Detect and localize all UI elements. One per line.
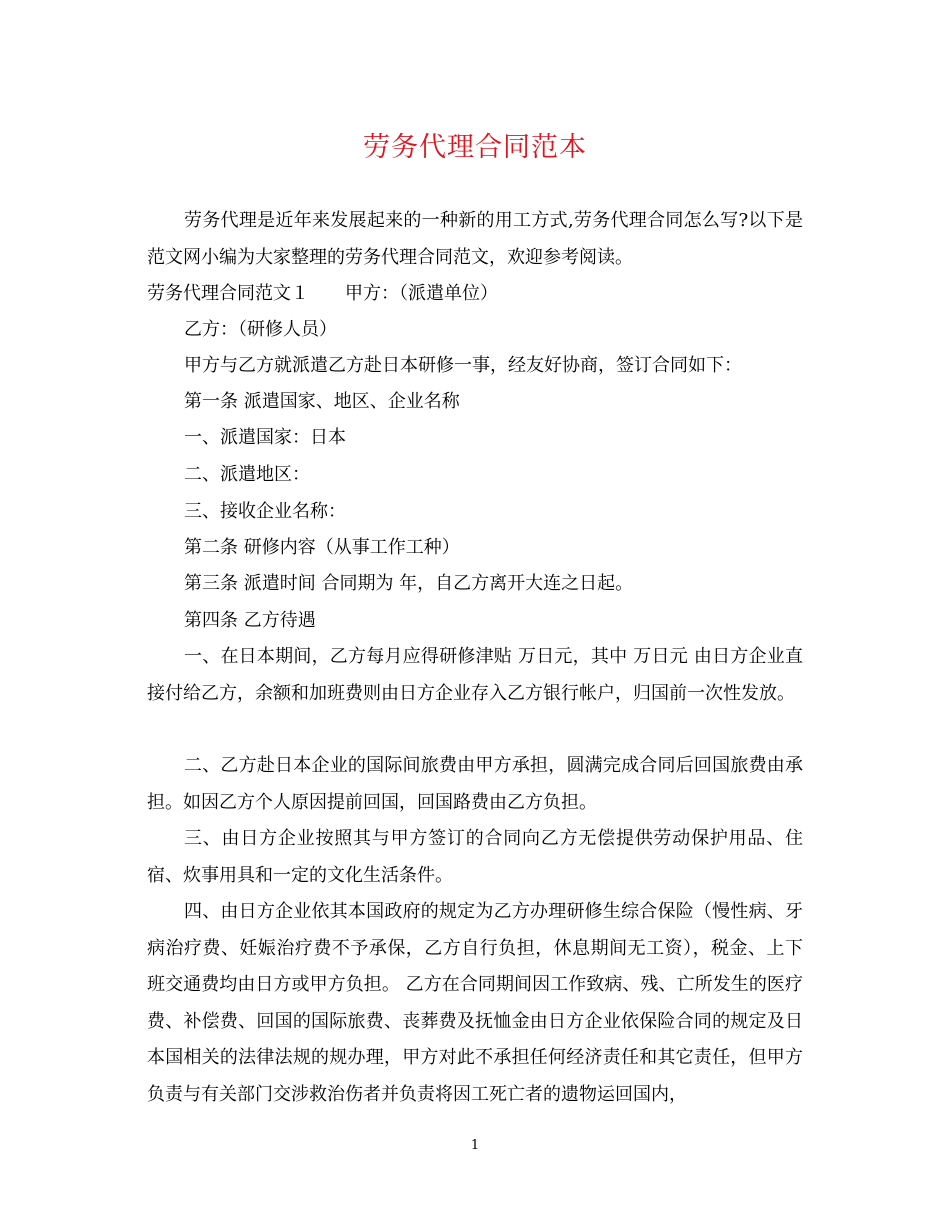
preamble-line: 甲方与乙方就派遣乙方赴日本研修一事，经友好协商，签订合同如下： xyxy=(184,355,742,376)
party-b-line: 乙方：（研修人员） xyxy=(184,319,337,340)
article-1-heading: 第一条 派遣国家、地区、企业名称 xyxy=(184,391,460,412)
article-4-paragraph: 二、乙方赴日本企业的国际间旅费由甲方承担，圆满完成合同后回国旅费由承担。如因乙方个人原因提前回国，回国路费由乙方负担。 xyxy=(147,755,803,813)
sample-label: 劳务代理合同范文１ xyxy=(147,283,309,304)
article-4-paragraph: 三、由日方企业按照其与甲方签订的合同向乙方无偿提供劳动保护用品、住宿、炊事用具和一定的文化生活条件。 xyxy=(147,828,803,886)
page-number: 1 xyxy=(470,1138,480,1153)
article-4-paragraph: 一、在日本期间，乙方每月应得研修津贴 万日元，其中 万日元 由日方企业直接付给乙方，余额和加班费则由日方企业存入乙方银行帐户，归国前一次性发放。 xyxy=(147,646,803,704)
intro-paragraph: 劳务代理是近年来发展起来的一种新的用工方式,劳务代理合同怎么写?以下是范文网小编为大家整理的劳务代理合同范文，欢迎参考阅读。 xyxy=(147,210,803,268)
article-1-item: 一、派遣国家：日本 xyxy=(184,427,346,448)
article-1-item: 三、接收企业名称： xyxy=(184,501,346,522)
article-2-heading: 第二条 研修内容（从事工作工种） xyxy=(184,537,460,558)
article-4-paragraph: 四、由日方企业依其本国政府的规定为乙方办理研修生综合保险（慢性病、牙病治疗费、妊娠治疗费不予承保，乙方自行负担，休息期间无工资），税金、上下班交通费均由日方或甲方负担。 乙方在合同期间因工作致病、残、亡所发生的医疗费、补偿费、回国的国际旅费、丧葬费及抚恤金由日方企业依保险合同的规定及日本国相关的法律法规的规办理，甲方对此不承担任何经济责任和其它责任，但甲方负责与有关部门交涉救治伤者并负责将因工死亡者的遗物运回国内， xyxy=(147,901,803,1105)
sample-heading-line xyxy=(147,276,498,313)
article-4-heading: 第四条 乙方待遇 xyxy=(184,610,316,631)
article-3-line: 第三条 派遣时间 合同期为 年，自乙方离开大连之日起。 xyxy=(184,573,634,594)
article-1-item: 二、派遣地区： xyxy=(184,464,310,485)
document-title: 劳务代理合同范本 xyxy=(363,132,587,163)
party-a-line: 甲方：（派遣单位） xyxy=(345,283,498,304)
